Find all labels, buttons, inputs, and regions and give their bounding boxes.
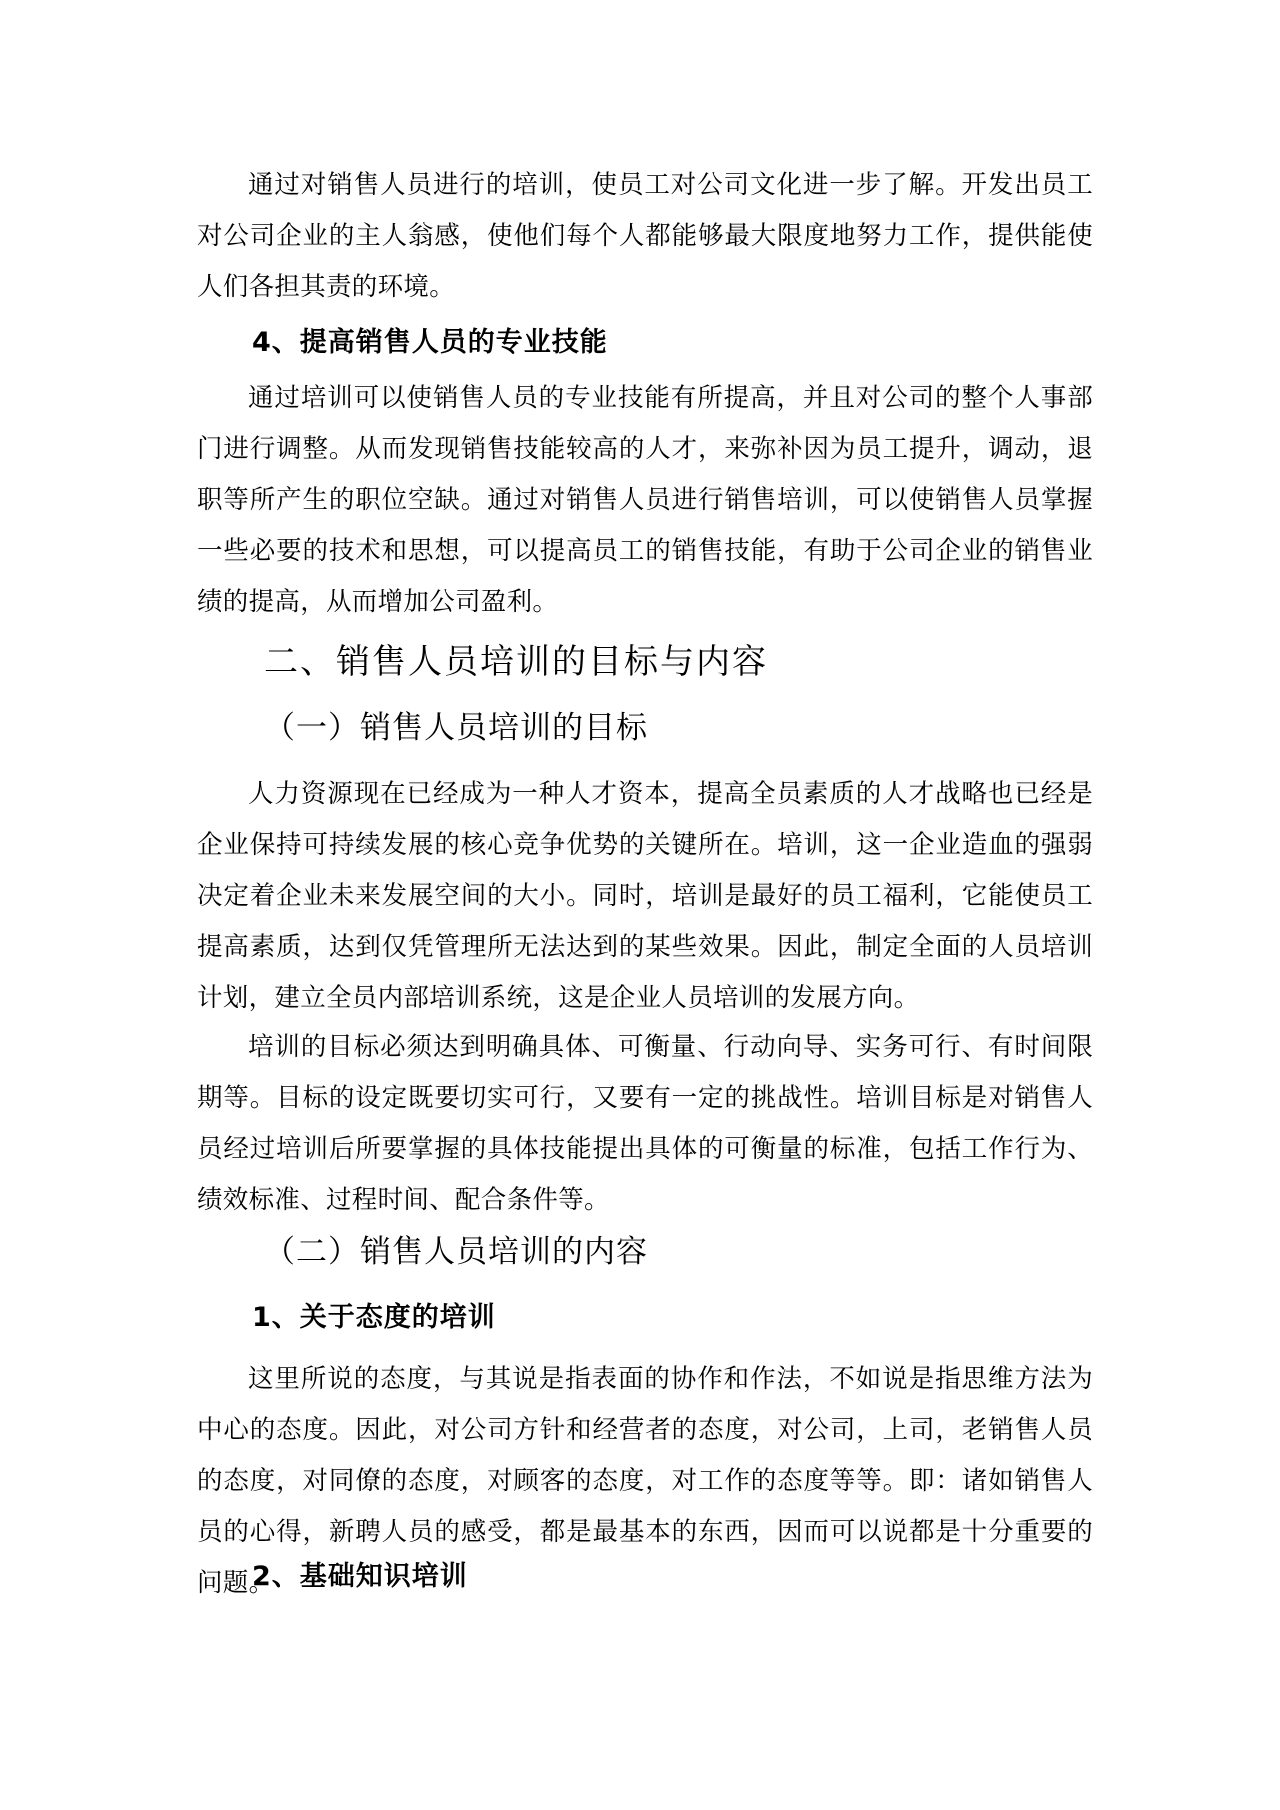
paragraph-company-culture: 通过对销售人员进行的培训，使员工对公司文化进一步了解。开发出员工对公司企业的主人翁感，使他们每个人都能够最大限度地努力工作，提供能使人们各担其责的环境。 bbox=[197, 170, 1093, 302]
paragraph-improve-skills: 通过培训可以使销售人员的专业技能有所提高，并且对公司的整个人事部门进行调整。从而发现销售技能较高的人才，来弥补因为员工提升，调动，退职等所产生的职位空缺。通过对销售人员进行销售培训，可以使销售人员掌握一些必要的技术和思想，可以提高员工的销售技能，有助于公司企业的销售业绩的提高，从而增加公司盈利。 bbox=[197, 383, 1093, 617]
paragraph-training-goals-2: 培训的目标必须达到明确具体、可衡量、行动向导、实务可行、有时间限期等。目标的设定既要切实可行，又要有一定的挑战性。培训目标是对销售人员经过培训后所要掌握的具体技能提出具体的可衡量的标准，包括工作行为、绩效标准、过程时间、配合条件等。 bbox=[197, 1032, 1093, 1215]
section-title-goals-and-content: 二、销售人员培训的目标与内容 bbox=[264, 642, 768, 682]
subsection-title-training-content: （二）销售人员培训的内容 bbox=[264, 1234, 648, 1270]
heading-basic-knowledge-training: 2、基础知识培训 bbox=[252, 1561, 468, 1592]
paragraph-training-goals-1: 人力资源现在已经成为一种人才资本，提高全员素质的人才战略也已经是企业保持可持续发展的核心竞争优势的关键所在。培训，这一企业造血的强弱决定着企业未来发展空间的大小。同时，培训是最好的员工福利，它能使员工提高素质，达到仅凭管理所无法达到的某些效果。因此，制定全面的人员培训计划，建立全员内部培训系统，这是企业人员培训的发展方向。 bbox=[197, 779, 1093, 1013]
heading-attitude-training: 1、关于态度的培训 bbox=[252, 1302, 496, 1333]
paragraph-attitude-training: 这里所说的态度，与其说是指表面的协作和作法，不如说是指思维方法为中心的态度。因此，对公司方针和经营者的态度，对公司，上司，老销售人员的态度，对同僚的态度，对顾客的态度，对工作的态度等等。即：诸如销售人员的心得，新聘人员的感受，都是最基本的东西，因而可以说都是十分重要的问题。 bbox=[197, 1364, 1093, 1598]
subsection-title-training-goals: （一）销售人员培训的目标 bbox=[264, 710, 648, 746]
heading-improve-skills: 4、提高销售人员的专业技能 bbox=[252, 327, 608, 358]
